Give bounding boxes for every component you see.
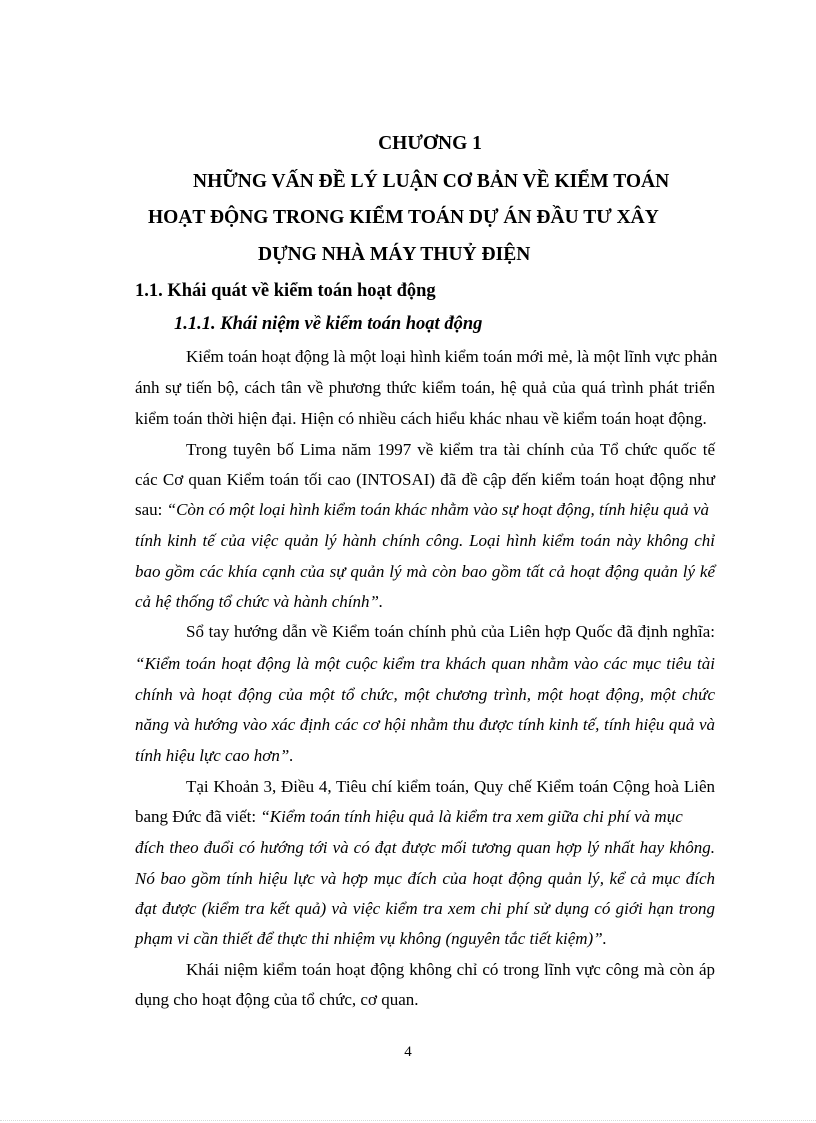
page-number: 4 [404, 1044, 412, 1060]
quote-text: “Kiểm toán tính hiệu quả là kiểm tra xem giữa chi phí và mục [260, 807, 683, 826]
quote-line: đích theo đuổi có hướng tới và có đạt được mối tương quan hợp lý nhất hay không. [135, 838, 715, 857]
quote-line: tính hiệu lực cao hơn”. [135, 746, 294, 765]
body-line: các Cơ quan Kiểm toán tối cao (INTOSAI) đã đề cập đến kiểm toán hoạt động như [135, 470, 715, 489]
body-text: bang Đức đã viết: [135, 807, 261, 826]
quote-line: năng và hướng vào xác định các cơ hội nhằm thu được tính kinh tế, tính hiệu quả và [135, 715, 715, 734]
subsection-heading: 1.1.1. Khái niệm về kiểm toán hoạt động [174, 314, 483, 334]
quote-line: chính và hoạt động của một tổ chức, một chương trình, một hoạt động, một chức [135, 685, 715, 704]
body-line: Sổ tay hướng dẫn về Kiểm toán chính phủ của Liên hợp Quốc đã định nghĩa: [186, 622, 715, 641]
quote-line: cả hệ thống tổ chức và hành chính”. [135, 592, 384, 611]
body-line: dụng cho hoạt động của tổ chức, cơ quan. [135, 990, 419, 1009]
page-break-line [0, 1120, 816, 1121]
body-line: Tại Khoản 3, Điều 4, Tiêu chí kiểm toán, Quy chế Kiểm toán Cộng hoà Liên [186, 777, 715, 796]
body-line [135, 500, 715, 520]
quote-line: Nó bao gồm tính hiệu lực và hợp mục đích của hoạt động quản lý, kể cả mục đích [135, 869, 715, 888]
body-text: sau: [135, 500, 167, 519]
quote-line: đạt được (kiểm tra kết quả) và việc kiểm tra xem chi phí sử dụng có giới hạn trong [135, 899, 715, 918]
chapter-title-line-1: NHỮNG VẤN ĐỀ LÝ LUẬN CƠ BẢN VỀ KIỂM TOÁN [193, 171, 670, 192]
body-line: kiểm toán thời hiện đại. Hiện có nhiều cách hiểu khác nhau về kiểm toán hoạt động. [135, 409, 707, 428]
chapter-label: CHƯƠNG 1 [378, 133, 482, 154]
body-line: Khái niệm kiểm toán hoạt động không chỉ có trong lĩnh vực công mà còn áp [186, 960, 715, 979]
quote-line: bao gồm các khía cạnh của sự quản lý mà còn bao gồm tất cả hoạt động quản lý kể [135, 562, 715, 581]
body-line: ánh sự tiến bộ, cách tân về phương thức kiểm toán, hệ quả của quá trình phát triển [135, 378, 715, 397]
quote-line: tính kinh tế của việc quản lý hành chính công. Loại hình kiểm toán này không chỉ [135, 531, 715, 550]
section-heading: 1.1. Khái quát về kiểm toán hoạt động [135, 281, 436, 301]
quote-text: “Còn có một loại hình kiểm toán khác nhằm vào sự hoạt động, tính hiệu quả và [166, 500, 709, 519]
chapter-title-line-3: DỰNG NHÀ MÁY THUỶ ĐIỆN [258, 244, 531, 265]
chapter-title-line-2: HOẠT ĐỘNG TRONG KIỂM TOÁN DỰ ÁN ĐẦU TƯ XÂY [148, 207, 659, 228]
body-line: Trong tuyên bố Lima năm 1997 về kiểm tra tài chính của Tổ chức quốc tế [186, 440, 715, 459]
quote-line: “Kiểm toán hoạt động là một cuộc kiểm tra khách quan nhằm vào các mục tiêu tài [135, 654, 715, 673]
body-line [135, 807, 715, 827]
body-line: Kiểm toán hoạt động là một loại hình kiểm toán mới mẻ, là một lĩnh vực phản [186, 347, 718, 366]
quote-line: phạm vi cần thiết để thực thi nhiệm vụ không (nguyên tắc tiết kiệm)”. [135, 929, 607, 948]
